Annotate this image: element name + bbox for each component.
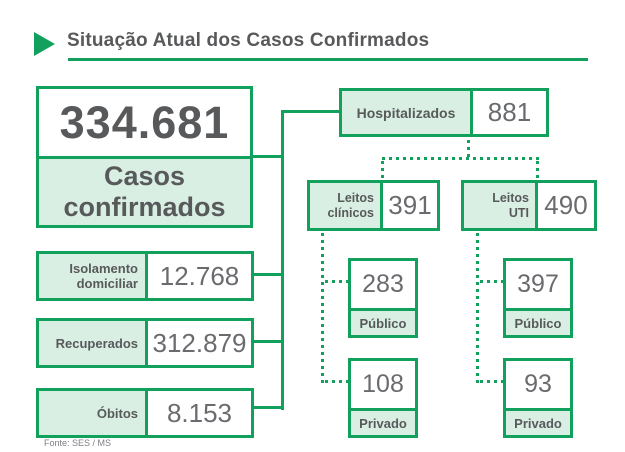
home-isolation-label: Isolamento domiciliar xyxy=(36,251,148,301)
clinical-beds-label: Leitos clínicos xyxy=(307,180,383,231)
connector-recovered xyxy=(250,340,284,343)
icu-beds-label: Leitos UTI xyxy=(461,180,538,231)
clinical-public-label: Público xyxy=(348,308,418,338)
dotted-connector-hospitalized-down xyxy=(467,140,470,157)
home-isolation-value: 12.768 xyxy=(145,251,254,301)
page-title: Situação Atual dos Casos Confirmados xyxy=(67,30,430,51)
hospitalized-label: Hospitalizados xyxy=(339,88,473,137)
clinical-private-label: Privado xyxy=(348,408,418,438)
dotted-stub-icu-public xyxy=(480,280,504,283)
title-underline xyxy=(68,58,588,61)
icu-beds-value: 490 xyxy=(535,180,597,231)
dotted-stub-icu-private xyxy=(480,380,504,383)
connector-isolation xyxy=(250,273,284,276)
confirmed-cases-label: Casos confirmados xyxy=(36,156,253,228)
dotted-connector-icu-drop xyxy=(536,161,539,180)
connector-deaths xyxy=(250,406,284,409)
clinical-beds-value: 391 xyxy=(380,180,440,231)
source-note: Fonte: SES / MS xyxy=(44,438,112,448)
icu-public-label: Público xyxy=(503,308,573,338)
deaths-label: Óbitos xyxy=(36,388,148,438)
dotted-connector-beds-horizontal xyxy=(382,157,539,160)
clinical-public-value: 283 xyxy=(348,258,418,311)
confirmed-cases-value: 334.681 xyxy=(36,86,253,159)
icu-public-value: 397 xyxy=(503,258,573,311)
icu-private-value: 93 xyxy=(503,358,573,411)
recovered-label: Recuperados xyxy=(36,318,148,368)
clinical-private-value: 108 xyxy=(348,358,418,411)
connector-confirmed xyxy=(248,155,284,158)
dotted-connector-clinical-drop xyxy=(381,161,384,180)
icu-private-label: Privado xyxy=(503,408,573,438)
section-marker-icon xyxy=(34,32,55,56)
recovered-value: 312.879 xyxy=(145,318,254,368)
dotted-stub-clinical-public xyxy=(325,280,349,283)
dotted-stub-clinical-private xyxy=(325,380,349,383)
deaths-value: 8.153 xyxy=(145,388,254,438)
connector-hospitalized xyxy=(281,110,342,113)
hospitalized-value: 881 xyxy=(470,88,549,137)
dotted-trunk-clinical xyxy=(321,233,324,383)
dotted-trunk-icu xyxy=(476,233,479,383)
